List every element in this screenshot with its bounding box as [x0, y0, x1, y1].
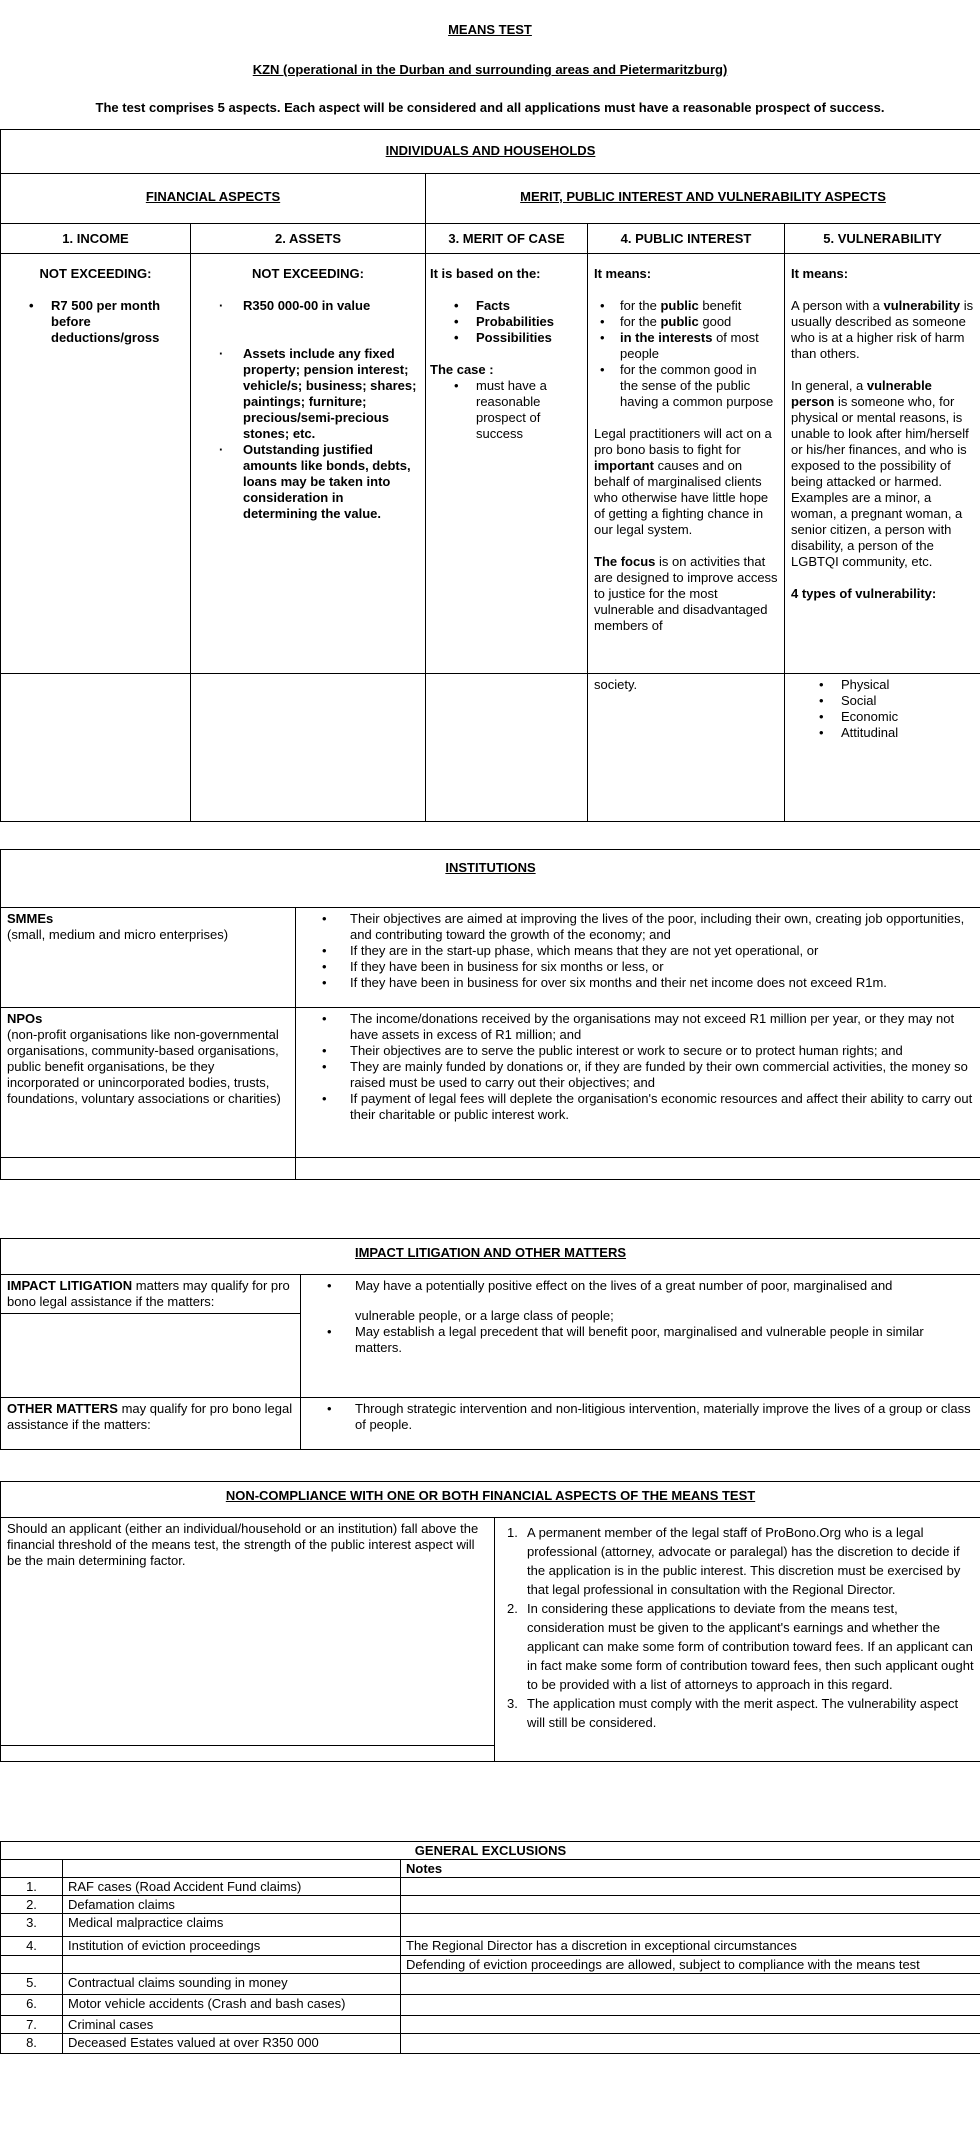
general-exclusions-table: [0, 1841, 980, 2054]
merit-case-heading: The case :: [430, 362, 583, 378]
list-item: • They are mainly funded by donations or, if they are funded by their own commercial activities, the money so raised must be used to carry out their objectives; and: [302, 1059, 974, 1091]
exclusion-row: [1, 1974, 980, 1995]
individuals-households-title: INDIVIDUALS AND HOUSEHOLDS: [1, 130, 980, 174]
exclusion-row: [1, 2034, 980, 2054]
list-item: • Their objectives are aimed at improving the lives of the poor, including their own, creating job opportunities, and contributing toward the growth of the economy; and: [302, 911, 974, 943]
non-compliance-rules-cell: [495, 1518, 980, 1762]
list-item: • for the common good in the sense of the public having a common purpose: [594, 362, 778, 410]
vulnerability-paragraph-1: A person with a vulnerability is usually described as someone who is at a higher risk of harm than others.: [791, 298, 974, 362]
exclusion-number: 2.: [1, 1896, 63, 1914]
vulnerability-cell: [785, 254, 980, 674]
exclusion-item: Criminal cases: [63, 2016, 401, 2034]
list-item: • If they are in the start-up phase, which means that they are not yet operational, or: [302, 943, 974, 959]
exclusion-number: 1.: [1, 1878, 63, 1896]
column-header-assets: 2. ASSETS: [191, 224, 426, 254]
table-title-row: [1, 130, 980, 174]
exclusion-number: 4.: [1, 1937, 63, 1956]
other-matters-row: [1, 1398, 980, 1450]
list-item: • in the interests of most people: [594, 330, 778, 362]
vulnerability-types-list: [791, 677, 974, 741]
exclusion-item: [63, 1956, 401, 1974]
list-item: • R7 500 per month before deductions/gross: [7, 298, 184, 346]
exclusion-item: Medical malpractice claims: [63, 1914, 401, 1937]
table-title-row: [1, 1482, 980, 1518]
list-item: · Assets include any fixed property; pension interest; vehicle/s; business; shares; paintings; furniture; precious/semi-precious stones; etc.: [197, 346, 419, 442]
assets-cell: [191, 254, 426, 674]
numbered-item: [501, 1694, 974, 1732]
item-number: 1.: [501, 1523, 527, 1599]
column-header-vulnerability: 5. VULNERABILITY: [785, 224, 980, 254]
empty-cell: [1, 1314, 301, 1398]
income-bullet-list: [7, 298, 184, 346]
exclusion-number: 7.: [1, 2016, 63, 2034]
exclusion-row: [1, 1914, 980, 1937]
merit-case-bullet-list: [430, 378, 583, 442]
other-matters-label-cell: OTHER MATTERS may qualify for pro bono legal assistance if the matters:: [1, 1398, 301, 1450]
list-item: • for the public good: [594, 314, 778, 330]
column-header-merit: 3. MERIT OF CASE: [426, 224, 588, 254]
assets-bullet-list: [197, 298, 419, 522]
list-item: • for the public benefit: [594, 298, 778, 314]
numbered-item: [501, 1599, 974, 1694]
exclusion-number: 6.: [1, 1995, 63, 2016]
list-item: • Facts: [430, 298, 583, 314]
smme-bullet-list: [302, 911, 974, 991]
table-title-row: [1, 850, 980, 908]
income-heading: NOT EXCEEDING:: [7, 266, 184, 282]
public-interest-bullet-list: [594, 298, 778, 410]
exclusion-note: [401, 2016, 980, 2034]
list-item: • Physical: [791, 677, 974, 693]
exclusion-note: [401, 1974, 980, 1995]
npo-label-cell: [1, 1008, 296, 1158]
exclusion-item: Motor vehicle accidents (Crash and bash cases): [63, 1995, 401, 2016]
exclusion-note: [401, 1878, 980, 1896]
institutions-title: INSTITUTIONS: [1, 850, 980, 908]
list-item: · R350 000-00 in value: [197, 298, 419, 314]
empty-cell: [1, 674, 191, 822]
public-interest-cell: [588, 254, 785, 674]
exclusion-number: 8.: [1, 2034, 63, 2054]
exclusion-note: [401, 1914, 980, 1937]
exclusion-item: RAF cases (Road Accident Fund claims): [63, 1878, 401, 1896]
item-text: A permanent member of the legal staff of ProBono.Org who is a legal professional (attorney, advocate or paralegal) has the discretion to decide if the application is in the public interest. This discretion must be exercised by that legal professional in consultation with the Regional Director.: [527, 1523, 974, 1599]
item-number: 2.: [501, 1599, 527, 1694]
exclusion-number: 3.: [1, 1914, 63, 1937]
impact-bullet-continuation: vulnerable people, or a large class of people;: [307, 1308, 974, 1324]
list-item: • The income/donations received by the organisations may not exceed R1 million per year, or they may not have assets in excess of R1 million; and: [302, 1011, 974, 1043]
empty-cell: [426, 674, 588, 822]
vulnerability-types-cell: [785, 674, 980, 822]
npo-description: (non-profit organisations like non-governmental organisations, community-based organisations, public benefit organisations, be they incorporated or unincorporated bodies, trusts, foundations, voluntary associations or charities): [7, 1027, 289, 1107]
notes-column-header: Notes: [401, 1860, 980, 1878]
document-intro: The test comprises 5 aspects. Each aspect will be considered and all applications must have a reasonable prospect of success.: [0, 100, 980, 116]
list-item: • If they have been in business for over six months and their net income does not exceed R1m.: [302, 975, 974, 991]
column-header-row: [1, 224, 980, 254]
npo-criteria-cell: [296, 1008, 980, 1158]
exclusion-row: [1, 2016, 980, 2034]
document-title: MEANS TEST: [0, 22, 980, 38]
exclusion-row: [1, 1956, 980, 1974]
list-item: • Attitudinal: [791, 725, 974, 741]
merit-aspects-header: MERIT, PUBLIC INTEREST AND VULNERABILITY ASPECTS: [426, 174, 980, 224]
non-compliance-title: NON-COMPLIANCE WITH ONE OR BOTH FINANCIAL ASPECTS OF THE MEANS TEST: [1, 1482, 980, 1518]
table-title-row: [1, 1239, 980, 1275]
npo-bullet-list: [302, 1011, 974, 1123]
list-item: • If payment of legal fees will deplete the organisation's economic resources and affect their ability to carry out their charitable or public interest work.: [302, 1091, 974, 1123]
other-matters-criteria-cell: [301, 1398, 980, 1450]
non-compliance-statement-cell: Should an applicant (either an individual/household or an institution) fall above the financial threshold of the means test, the strength of the public interest aspect will be the main determining factor.: [1, 1518, 495, 1746]
exclusion-note: The Regional Director has a discretion in exceptional circumstances: [401, 1937, 980, 1956]
non-compliance-body-row: [1, 1518, 980, 1746]
impact-bullet-list-2: [307, 1324, 974, 1356]
smme-name: SMMEs: [7, 911, 289, 927]
list-item: • Social: [791, 693, 974, 709]
list-item: • Through strategic intervention and non-litigious intervention, materially improve the lives of a group or class of people.: [307, 1401, 974, 1433]
list-item: • Economic: [791, 709, 974, 725]
merit-cell: [426, 254, 588, 674]
exclusion-row: [1, 1995, 980, 2016]
income-cell: [1, 254, 191, 674]
list-item: • Their objectives are to serve the public interest or work to secure or to protect human rights; and: [302, 1043, 974, 1059]
notes-header-row: [1, 1860, 980, 1878]
vulnerability-paragraph-2: In general, a vulnerable person is someone who, for physical or mental reasons, is unable to look after him/herself or his/her finances, and who is exposed to the possibility of being attacked or harmed. Examples are a minor, a woman, a pregnant woman, a senior citizen, a person with disability, a person of the LGBTQI community, etc.: [791, 378, 974, 570]
assets-heading: NOT EXCEEDING:: [197, 266, 419, 282]
exclusion-number: [1, 1956, 63, 1974]
exclusion-item: Deceased Estates valued at over R350 000: [63, 2034, 401, 2054]
table-title-row: [1, 1842, 980, 1860]
document-subtitle: KZN (operational in the Durban and surrounding areas and Pietermaritzburg): [0, 62, 980, 78]
column-header-income: 1. INCOME: [1, 224, 191, 254]
smme-description: (small, medium and micro enterprises): [7, 927, 289, 943]
merit-heading: It is based on the:: [430, 266, 583, 282]
item-number: 3.: [501, 1694, 527, 1732]
empty-cell: [191, 674, 426, 822]
npo-row: [1, 1008, 980, 1158]
impact-litigation-label-cell: IMPACT LITIGATION matters may qualify for pro bono legal assistance if the matters:: [1, 1275, 301, 1314]
exclusion-note: [401, 1995, 980, 2016]
exclusion-number: 5.: [1, 1974, 63, 1995]
non-compliance-table: [0, 1481, 980, 1762]
exclusion-note: [401, 2034, 980, 2054]
empty-bottom-row: [1, 1158, 980, 1180]
vulnerability-heading: It means:: [791, 266, 974, 282]
public-interest-focus-paragraph: The focus is on activities that are designed to improve access to justice for the most vulnerable and disadvantaged members of: [594, 554, 778, 634]
exclusion-row: [1, 1937, 980, 1956]
exclusion-item: Defamation claims: [63, 1896, 401, 1914]
smme-row: [1, 908, 980, 1008]
exclusion-row: [1, 1878, 980, 1896]
smme-label-cell: [1, 908, 296, 1008]
exclusion-item: Institution of eviction proceedings: [63, 1937, 401, 1956]
list-item: • must have a reasonable prospect of success: [430, 378, 583, 442]
numbered-item: [501, 1523, 974, 1599]
smme-criteria-cell: [296, 908, 980, 1008]
overflow-row: [1, 674, 980, 822]
empty-cell: [63, 1860, 401, 1878]
institutions-table: [0, 849, 980, 1180]
list-item: • Possibilities: [430, 330, 583, 346]
column-header-public-interest: 4. PUBLIC INTEREST: [588, 224, 785, 254]
list-item: • Probabilities: [430, 314, 583, 330]
list-item: • May establish a legal precedent that will benefit poor, marginalised and vulnerable people in similar matters.: [307, 1324, 974, 1356]
item-text: In considering these applications to deviate from the means test, consideration must be given to the applicant's earnings and whether the applicant can make some form of contribution toward fees. If an applicant can in fact make some form of contribution toward fees, then such applicant ought to be provided with a list of attorneys to approach in this regard.: [527, 1599, 974, 1694]
empty-cell: [296, 1158, 980, 1180]
criteria-body-row: [1, 254, 980, 674]
group-header-row: [1, 174, 980, 224]
vulnerability-types-heading: 4 types of vulnerability:: [791, 586, 974, 602]
individuals-households-table: [0, 129, 980, 822]
npo-name: NPOs: [7, 1011, 289, 1027]
merit-bullet-list: [430, 298, 583, 346]
list-item: • May have a potentially positive effect on the lives of a great number of poor, marginalised and: [307, 1278, 974, 1294]
general-exclusions-title: GENERAL EXCLUSIONS: [1, 1842, 980, 1860]
exclusion-row: [1, 1896, 980, 1914]
exclusion-note: [401, 1896, 980, 1914]
list-item: · Outstanding justified amounts like bonds, debts, loans may be taken into consideration in determining the value.: [197, 442, 419, 522]
exclusion-note: Defending of eviction proceedings are allowed, subject to compliance with the means test: [401, 1956, 980, 1974]
public-interest-overflow-cell: society.: [588, 674, 785, 822]
exclusion-item: Contractual claims sounding in money: [63, 1974, 401, 1995]
empty-cell: [1, 1746, 495, 1762]
empty-cell: [1, 1158, 296, 1180]
impact-litigation-title: IMPACT LITIGATION AND OTHER MATTERS: [1, 1239, 980, 1275]
financial-aspects-header: FINANCIAL ASPECTS: [1, 174, 426, 224]
other-matters-bullet-list: [307, 1401, 974, 1433]
item-text: The application must comply with the merit aspect. The vulnerability aspect will still be considered.: [527, 1694, 974, 1732]
impact-litigation-criteria-cell: [301, 1275, 980, 1398]
public-interest-paragraph: Legal practitioners will act on a pro bono basis to fight for important causes and on behalf of marginalised clients who otherwise have little hope of getting a fighting chance in our legal system.: [594, 426, 778, 538]
impact-litigation-row: [1, 1275, 980, 1314]
list-item: • If they have been in business for six months or less, or: [302, 959, 974, 975]
impact-bullet-list: [307, 1278, 974, 1294]
impact-litigation-table: [0, 1238, 980, 1450]
public-interest-heading: It means:: [594, 266, 778, 282]
empty-cell: [1, 1860, 63, 1878]
